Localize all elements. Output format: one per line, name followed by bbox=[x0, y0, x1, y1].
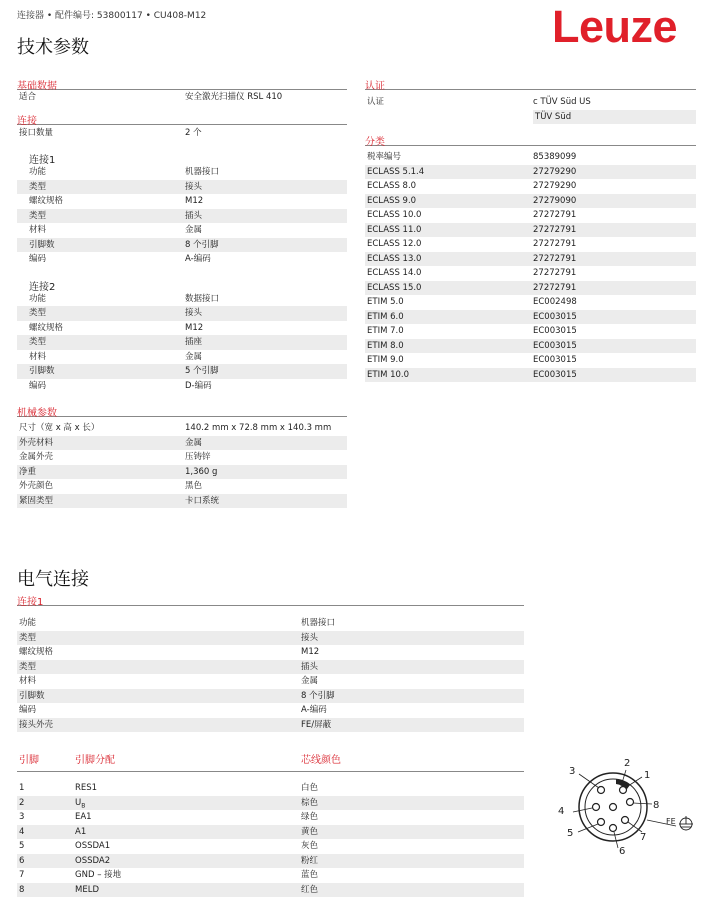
row-value: A-编码 bbox=[185, 254, 211, 264]
table-row bbox=[365, 339, 696, 354]
color-header: 芯线颜色 bbox=[301, 755, 341, 766]
table-row: TÜV Süd bbox=[365, 110, 696, 125]
row-label: ECLASS 9.0 bbox=[367, 195, 417, 206]
section-basic-title: 基础数据 bbox=[17, 76, 347, 90]
pin-row bbox=[17, 839, 524, 854]
table-row bbox=[17, 321, 347, 336]
pin-label-1: 1 bbox=[644, 770, 651, 781]
pin-row bbox=[17, 854, 524, 869]
pin-row bbox=[17, 781, 524, 796]
row-value: 1,360 g bbox=[185, 466, 218, 477]
section-mechanical-title: 机械参数 bbox=[17, 403, 347, 417]
pin-assignment-text: U bbox=[75, 797, 82, 808]
row-value: 金属 bbox=[185, 437, 203, 448]
table-row bbox=[17, 645, 524, 660]
mechanical-table bbox=[17, 421, 347, 508]
row-value: 5 个引脚 bbox=[185, 366, 219, 376]
row-label: ECLASS 8.0 bbox=[367, 181, 417, 191]
row-label: ECLASS 10.0 bbox=[367, 210, 422, 220]
pin-assignment bbox=[75, 868, 301, 883]
electrical-conn1-table bbox=[17, 616, 524, 732]
table-row bbox=[17, 465, 347, 480]
wire-color: 棕色 bbox=[301, 797, 319, 808]
row-value: 27272791 bbox=[533, 282, 577, 293]
table-row bbox=[365, 368, 696, 383]
row-label: ETIM 5.0 bbox=[367, 297, 404, 307]
pin-table bbox=[17, 781, 524, 897]
row-label: 螺纹规格 bbox=[19, 647, 54, 657]
electrical-section bbox=[17, 592, 524, 897]
row-value: EC002498 bbox=[533, 297, 577, 307]
row-value: 金属 bbox=[185, 351, 203, 362]
table-row bbox=[365, 266, 696, 281]
row-value: 插头 bbox=[185, 210, 203, 221]
pin-assignment bbox=[75, 796, 301, 811]
row-value: EC003015 bbox=[533, 326, 577, 336]
pin-label-2: 2 bbox=[624, 758, 631, 769]
conn2-table bbox=[17, 292, 347, 394]
row-label: 编码 bbox=[29, 254, 47, 264]
row-value: EC003015 bbox=[533, 355, 577, 365]
table-row bbox=[17, 335, 347, 350]
pin-assignment-text: EA1 bbox=[75, 812, 92, 822]
pin-assignment-text: OSSDA1 bbox=[75, 841, 111, 851]
table-row bbox=[17, 350, 347, 365]
pin-label-7: 7 bbox=[640, 832, 647, 843]
table-row bbox=[17, 674, 524, 689]
pin-label-3: 3 bbox=[569, 766, 576, 777]
page-title: 技术参数 bbox=[17, 37, 89, 58]
row-label: 材料 bbox=[19, 676, 37, 686]
pin-label-4: 4 bbox=[558, 806, 565, 817]
row-label: ETIM 7.0 bbox=[367, 326, 404, 336]
row-label: ECLASS 11.0 bbox=[367, 224, 422, 235]
pin-label-8: 8 bbox=[653, 800, 660, 811]
table-row bbox=[17, 223, 347, 238]
row-value: 卡口系统 bbox=[185, 495, 220, 506]
pin-label-5: 5 bbox=[567, 828, 574, 839]
table-row: 认证 c TÜV Süd US bbox=[367, 97, 591, 107]
pin-number: 1 bbox=[19, 783, 25, 793]
row-label: 编码 bbox=[19, 705, 37, 715]
row-label: 类型 bbox=[19, 661, 37, 672]
table-row bbox=[365, 353, 696, 368]
row-value: 金属 bbox=[185, 225, 203, 235]
row-label: ECLASS 5.1.4 bbox=[367, 166, 425, 177]
row-label: 金属外壳 bbox=[19, 452, 54, 462]
row-value: 27272791 bbox=[533, 253, 577, 264]
row-value: 85389099 bbox=[533, 152, 577, 162]
table-row bbox=[17, 718, 524, 733]
row-value: D-编码 bbox=[185, 380, 212, 391]
table-row bbox=[17, 450, 347, 465]
pin-assignment-text: GND – 接地 bbox=[75, 870, 122, 880]
table-row bbox=[17, 252, 347, 267]
wire-color: 红色 bbox=[301, 884, 319, 895]
row-label: 功能 bbox=[29, 167, 47, 177]
conn2-subtitle: 连接2 bbox=[29, 281, 56, 293]
row-label: ECLASS 15.0 bbox=[367, 282, 422, 293]
row-value: EC003015 bbox=[533, 340, 577, 351]
row-label: 功能 bbox=[19, 618, 37, 628]
row-label: 尺寸（宽 x 高 x 长） bbox=[19, 423, 100, 433]
row-value: M12 bbox=[185, 196, 204, 206]
table-row bbox=[17, 689, 524, 704]
row-label: 引脚数 bbox=[29, 239, 55, 250]
row-value: 8 个引脚 bbox=[185, 239, 219, 250]
table-row bbox=[17, 194, 347, 209]
pin-row bbox=[17, 883, 524, 898]
ground-icon bbox=[679, 816, 693, 830]
pin-assignment bbox=[75, 825, 301, 840]
row-label: 材料 bbox=[29, 225, 47, 235]
fe-label: FE bbox=[666, 817, 676, 826]
pin-assignment-text: MELD bbox=[75, 884, 99, 895]
table-row bbox=[17, 209, 347, 224]
table-row bbox=[17, 421, 347, 436]
row-value: 140.2 mm x 72.8 mm x 140.3 mm bbox=[185, 423, 332, 433]
table-row bbox=[365, 150, 696, 165]
row-value: 金属 bbox=[301, 676, 319, 686]
row-label: ETIM 10.0 bbox=[367, 369, 410, 380]
table-row bbox=[17, 364, 347, 379]
wire-color: 粉红 bbox=[301, 855, 319, 866]
row-value: 机器接口 bbox=[185, 167, 220, 177]
pin-assignment-text: RES1 bbox=[75, 783, 98, 793]
row-value: A-编码 bbox=[301, 705, 327, 715]
row-value: EC003015 bbox=[533, 311, 577, 322]
row-label: 外壳材料 bbox=[19, 437, 54, 448]
table-row bbox=[17, 703, 524, 718]
pin-assignment bbox=[75, 883, 301, 898]
row-label: ECLASS 14.0 bbox=[367, 268, 422, 278]
conn1-table bbox=[17, 165, 347, 267]
row-label: 类型 bbox=[29, 210, 47, 221]
row-value: 机器接口 bbox=[301, 618, 336, 628]
left-column bbox=[17, 76, 347, 508]
table-row bbox=[365, 165, 696, 180]
table-row bbox=[365, 281, 696, 296]
pin-assignment-text: OSSDA2 bbox=[75, 855, 111, 866]
row-label: ECLASS 12.0 bbox=[367, 239, 422, 249]
row-value: EC003015 bbox=[533, 369, 577, 380]
table-row bbox=[365, 237, 696, 252]
table-row bbox=[17, 494, 347, 509]
table-row bbox=[17, 660, 524, 675]
row-label: 类型 bbox=[29, 337, 47, 347]
row-label: ETIM 8.0 bbox=[367, 340, 404, 351]
pin-label-6: 6 bbox=[619, 846, 626, 857]
pin-row bbox=[17, 796, 524, 811]
pin-header: 引脚 bbox=[19, 755, 39, 766]
row-value: 接头 bbox=[185, 181, 203, 192]
section-connection-title: 连接 bbox=[17, 111, 347, 125]
row-label: 编码 bbox=[29, 380, 47, 391]
row-value: 27272791 bbox=[533, 224, 577, 235]
assign-header: 引脚分配 bbox=[75, 755, 115, 766]
row-value: M12 bbox=[185, 322, 204, 333]
row-label: ECLASS 13.0 bbox=[367, 253, 422, 264]
electrical-conn1-title: 连接1 bbox=[17, 592, 524, 606]
table-row bbox=[365, 223, 696, 238]
pin-assignment bbox=[75, 854, 301, 869]
table-row bbox=[365, 310, 696, 325]
pin-number: 4 bbox=[19, 826, 25, 837]
pin-row bbox=[17, 810, 524, 825]
row-value: 27279090 bbox=[533, 195, 577, 206]
wire-color: 灰色 bbox=[301, 841, 319, 851]
pin-row bbox=[17, 868, 524, 883]
row-value: 27272791 bbox=[533, 210, 577, 220]
row-value: 压铸锌 bbox=[185, 452, 211, 462]
table-row bbox=[365, 208, 696, 223]
m12-connector-pinout-diagram bbox=[548, 752, 698, 862]
row-value: 接头 bbox=[301, 632, 319, 643]
row-label: 引脚数 bbox=[19, 690, 45, 701]
row-label: 紧固类型 bbox=[19, 495, 54, 506]
row-label: 功能 bbox=[29, 293, 47, 304]
row-value: 27272791 bbox=[533, 268, 577, 278]
row-label: 类型 bbox=[19, 632, 37, 643]
row-value: M12 bbox=[301, 647, 320, 657]
row-value: 接头 bbox=[185, 308, 203, 318]
classification-table bbox=[365, 150, 696, 382]
row-value: 插头 bbox=[301, 661, 319, 672]
row-value: 黑色 bbox=[185, 481, 203, 491]
pin-number: 5 bbox=[19, 841, 25, 851]
row-value: 27279290 bbox=[533, 181, 577, 191]
row-label: 接头外壳 bbox=[19, 719, 54, 730]
table-row bbox=[365, 295, 696, 310]
table-row bbox=[17, 165, 347, 180]
table-row bbox=[17, 616, 524, 631]
row-label: 净重 bbox=[19, 466, 37, 477]
leuze-logo: Leuze bbox=[552, 1, 678, 52]
table-row bbox=[17, 631, 524, 646]
table-row bbox=[17, 306, 347, 321]
row-label: 税率编号 bbox=[367, 152, 402, 162]
table-row bbox=[17, 436, 347, 451]
section-certification-title: 认证 bbox=[365, 76, 696, 90]
row-label: 外壳颜色 bbox=[19, 481, 54, 491]
wire-color: 黄色 bbox=[301, 826, 319, 837]
row-value: 8 个引脚 bbox=[301, 690, 335, 701]
pin-number: 7 bbox=[19, 870, 25, 880]
row-label: 引脚数 bbox=[29, 366, 55, 376]
wire-color: 绿色 bbox=[301, 812, 319, 822]
pin-assignment bbox=[75, 810, 301, 825]
row-value: FE/屏蔽 bbox=[301, 719, 332, 730]
row-label: 螺纹规格 bbox=[29, 322, 64, 333]
row-value: 27272791 bbox=[533, 239, 577, 249]
pin-number: 3 bbox=[19, 812, 25, 822]
row-value: 27279290 bbox=[533, 166, 577, 177]
row-label: 类型 bbox=[29, 181, 47, 192]
row-value: 数据接口 bbox=[185, 293, 220, 304]
table-row bbox=[17, 379, 347, 394]
pin-assignment bbox=[75, 781, 301, 796]
pin-assignment-subscript: B bbox=[81, 802, 86, 810]
pin-assignment-text: A1 bbox=[75, 826, 87, 837]
row-value: 插座 bbox=[185, 337, 203, 347]
table-row bbox=[17, 479, 347, 494]
pin-number: 8 bbox=[19, 884, 25, 895]
wire-color: 蓝色 bbox=[301, 870, 319, 880]
table-row bbox=[17, 238, 347, 253]
row-label: 类型 bbox=[29, 308, 47, 318]
row-label: 螺纹规格 bbox=[29, 196, 64, 206]
row-label: 材料 bbox=[29, 351, 47, 362]
row-label: ETIM 6.0 bbox=[367, 311, 404, 322]
pin-row bbox=[17, 825, 524, 840]
right-column bbox=[365, 76, 696, 382]
document-subtitle: 连接器 • 配件编号: 53800117 • CU408-M12 bbox=[17, 11, 207, 21]
table-row bbox=[17, 180, 347, 195]
table-row bbox=[365, 194, 696, 209]
table-row bbox=[365, 252, 696, 267]
pin-assignment bbox=[75, 839, 301, 854]
electrical-title: 电气连接 bbox=[17, 569, 89, 590]
table-row: 适合 安全激光扫描仪 RSL 410 bbox=[19, 92, 283, 102]
row-label: ETIM 9.0 bbox=[367, 355, 404, 365]
table-row bbox=[17, 292, 347, 307]
wire-color: 白色 bbox=[301, 783, 319, 793]
pin-table-header bbox=[17, 754, 524, 772]
section-classification-title: 分类 bbox=[365, 132, 696, 146]
table-row bbox=[365, 324, 696, 339]
table-row bbox=[365, 179, 696, 194]
pin-number: 2 bbox=[19, 797, 25, 808]
conn1-subtitle: 连接1 bbox=[29, 155, 56, 166]
pin-number: 6 bbox=[19, 855, 25, 866]
table-row: 接口数量 2 个 bbox=[19, 127, 202, 138]
